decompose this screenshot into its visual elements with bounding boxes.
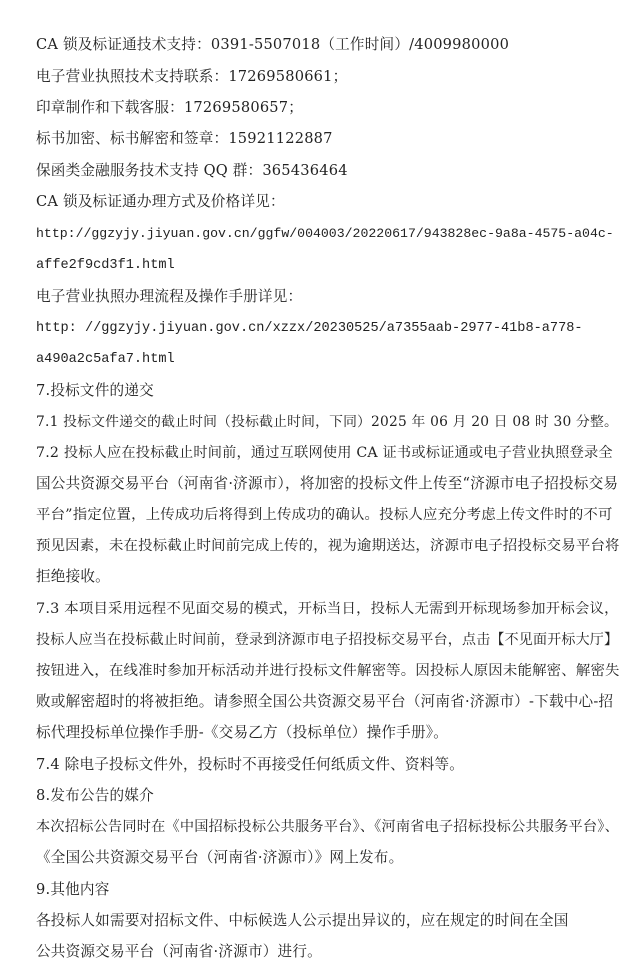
guarantee-support-line: 保函类金融服务技术支持 QQ 群：365436464 <box>36 162 348 179</box>
section-7-3-line3: 按钮进入，在线准时参加开标活动并进行投标文件解密等。因投标人原因未能解密、解密失 <box>36 663 620 679</box>
license-manual-url-part1[interactable]: http: //ggzyjy.jiyuan.gov.cn/xzzx/20230525/a7355aab-2977-41b8-a778- <box>36 321 583 336</box>
section-7-2-line4: 预见因素，未在投标截止时间前完成上传的，视为逾期送达，济源市电子招投标交易平台将 <box>36 538 620 554</box>
section-7-2-line2: 国公共资源交易平台（河南省·济源市），将加密的投标文件上传至“济源市电子招投标交易 <box>36 475 619 492</box>
ca-pricing-heading: CA 锁及标证通办理方式及价格详见： <box>36 193 285 210</box>
section-8-line1: 本次招标公告同时在《中国招标投标公共服务平台》、《河南省电子招标投标公共服务平台》、 <box>36 819 619 835</box>
section-9-heading: 9.其他内容 <box>36 881 110 898</box>
section-7-heading: 7.投标文件的递交 <box>36 382 154 399</box>
section-7-3-line5: 标代理投标单位操作手册-《交易乙方（投标单位）操作手册》。 <box>36 724 449 741</box>
section-7-3-line1: 7.3 本项目采用远程不见面交易的模式，开标当日，投标人无需到开标现场参加开标会议， <box>36 601 619 617</box>
section-8-line2: 《全国公共资源交易平台（河南省·济源市）》网上发布。 <box>36 849 404 866</box>
section-7-3-line4: 败或解密超时的将被拒绝。请参照全国公共资源交易平台（河南省·济源市）-下载中心-招 <box>36 693 614 710</box>
encryption-support-line: 标书加密、标书解密和签章：15921122887 <box>36 130 333 147</box>
section-7-2-line1: 7.2 投标人应在投标截止时间前，通过互联网使用 CA 证书或标证通或电子营业执照登录全 <box>36 445 613 461</box>
section-7-3-line2: 投标人应当在投标截止时间前，登录到济源市电子招投标交易平台，点击【不见面开标大厅】 <box>36 632 619 648</box>
section-7-1-text: 7.1 投标文件递交的截止时间（投标截止时间，下同）2025 年 06 月 20 日 08 时 30 分整。 <box>36 414 619 430</box>
section-9-line1: 各投标人如需要对招标文件、中标候选人公示提出异议的，应在规定的时间在全国 <box>36 912 569 929</box>
ca-support-line: CA 锁及标证通技术支持：0391-5507018（工作时间）/4009980000 <box>36 36 510 53</box>
section-7-2-line3: 平台”指定位置，上传成功后将得到上传成功的确认。投标人应充分考虑上传文件时的不可 <box>36 507 613 523</box>
license-manual-url-part2[interactable]: a490a2c5afa7.html <box>36 352 175 367</box>
ca-pricing-url-part1[interactable]: http://ggzyjy.jiyuan.gov.cn/ggfw/004003/20220617/943828ec-9a8a-4575-a04c- <box>36 226 614 241</box>
ca-pricing-url-part2[interactable]: affe2f9cd3f1.html <box>36 258 175 273</box>
section-7-4-text: 7.4 除电子投标文件外，投标时不再接受任何纸质文件、资料等。 <box>36 756 465 773</box>
section-8-heading: 8.发布公告的媒介 <box>36 787 154 804</box>
seal-service-line: 印章制作和下载客服：17269580657； <box>36 99 304 116</box>
business-license-support-line: 电子营业执照技术支持联系：17269580661； <box>36 68 348 85</box>
section-9-line2: 公共资源交易平台（河南省·济源市）进行。 <box>36 943 322 960</box>
license-manual-heading: 电子营业执照办理流程及操作手册详见： <box>36 288 303 305</box>
section-7-2-line5: 拒绝接收。 <box>36 568 110 585</box>
